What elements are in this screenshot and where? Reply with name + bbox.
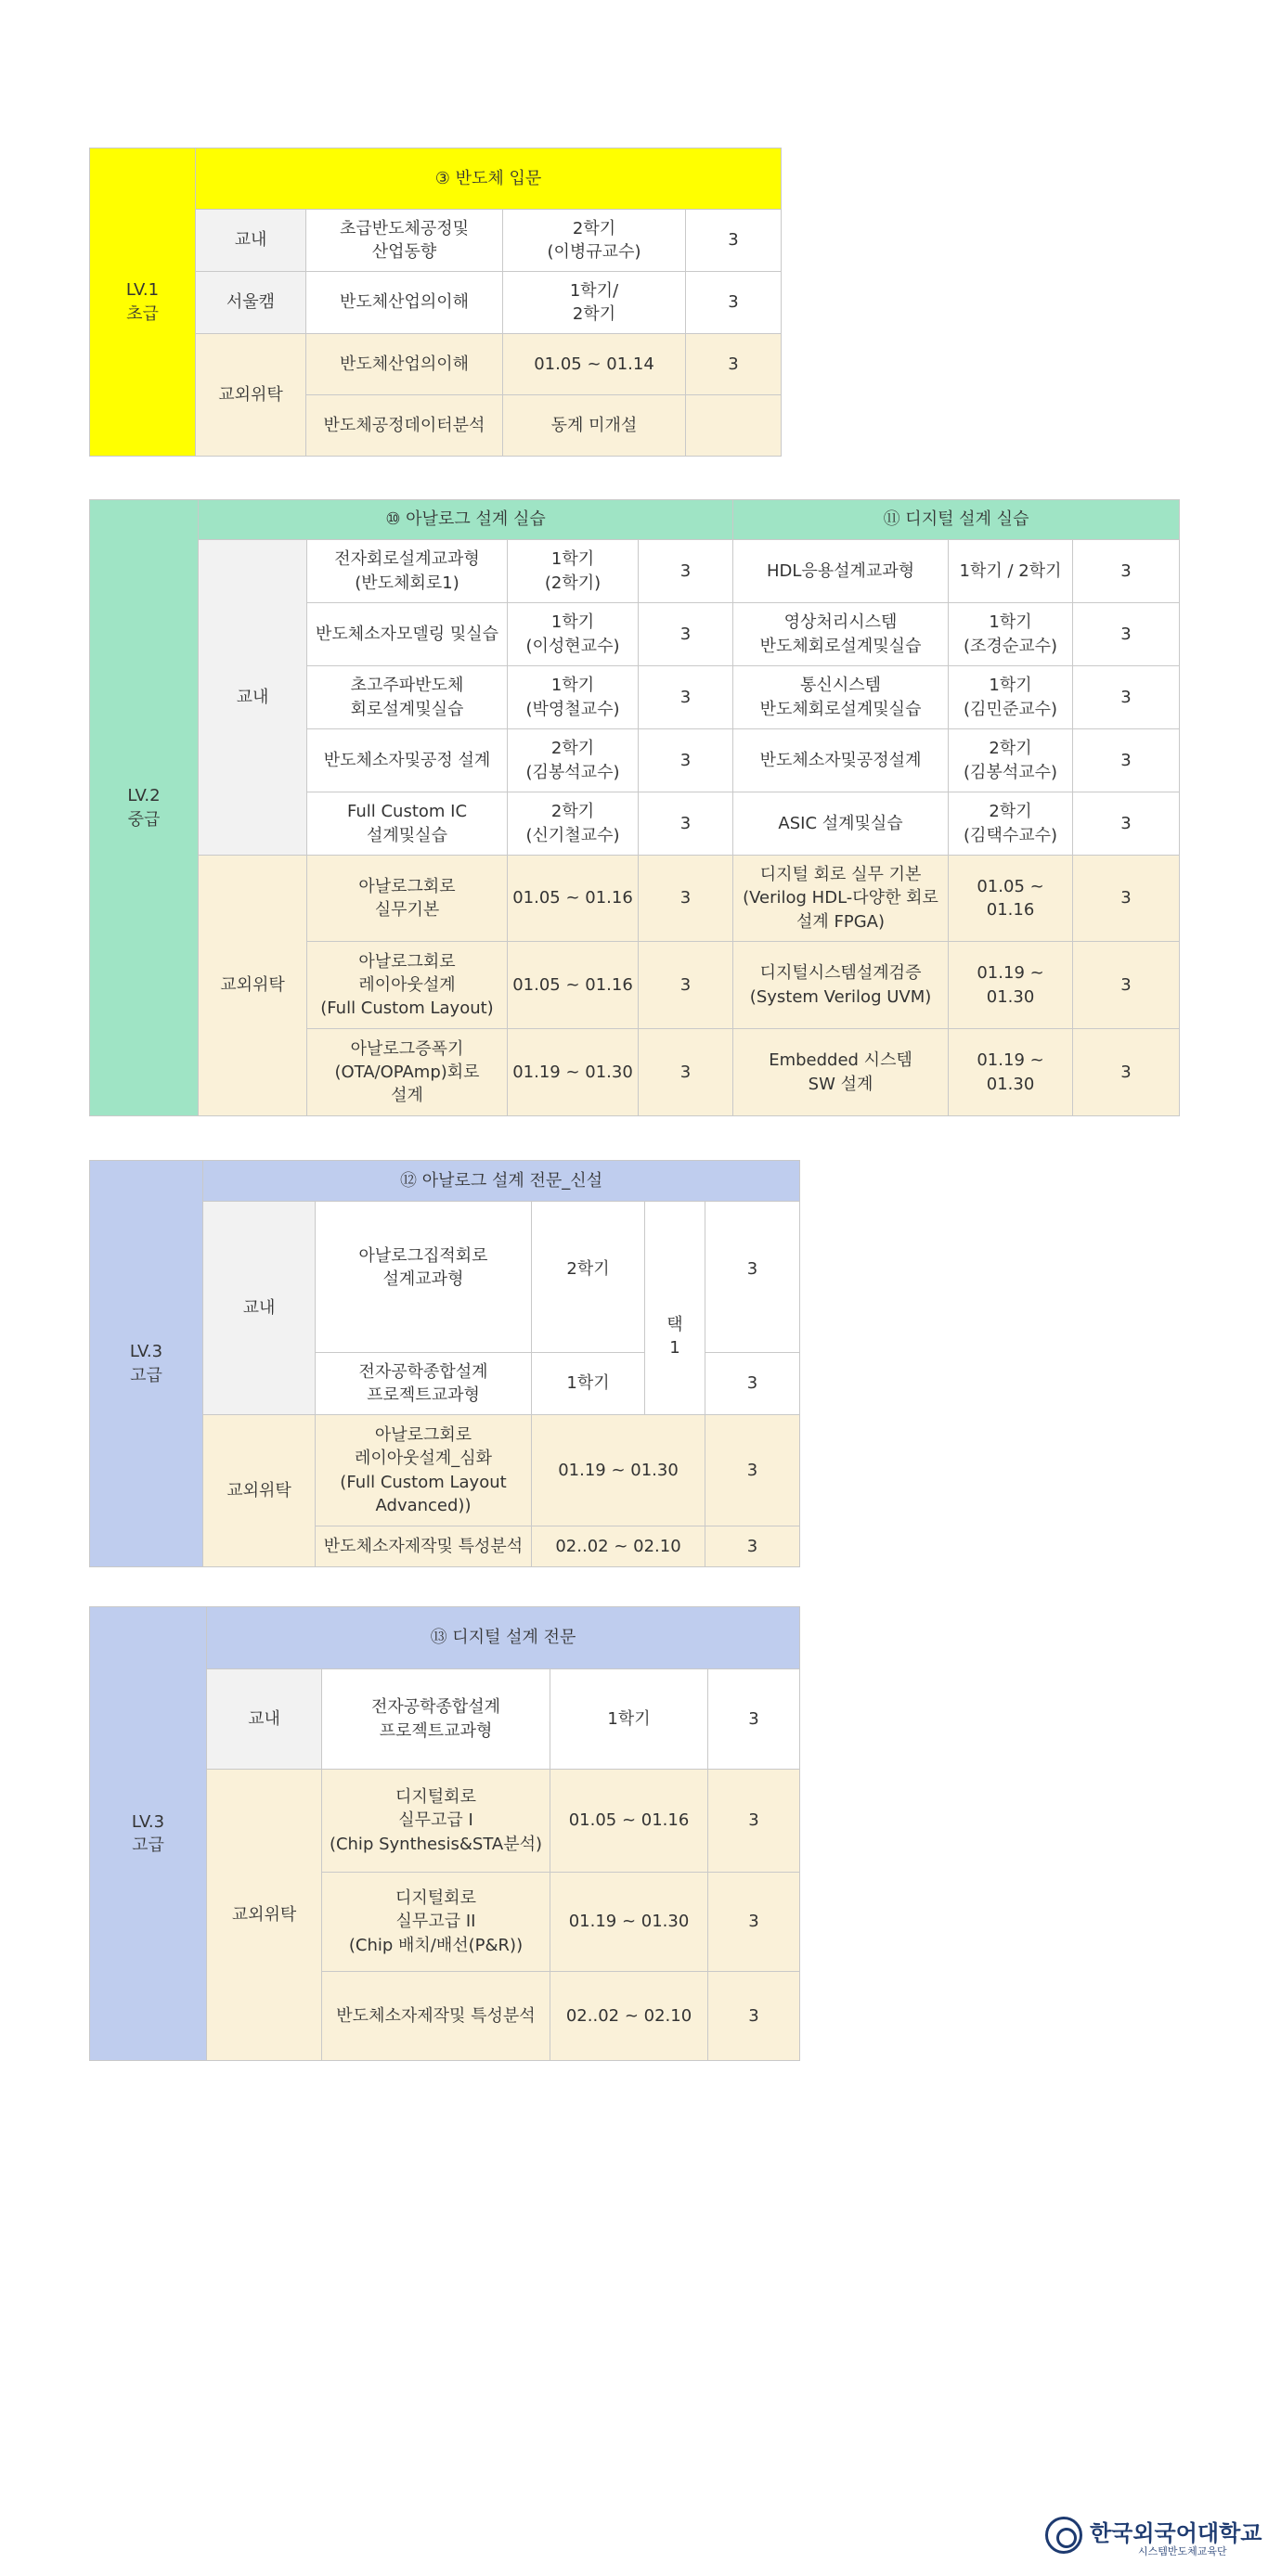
- digital-credit-cell: 3: [1073, 603, 1180, 666]
- course-cell: 반도체산업의이해: [306, 272, 503, 334]
- term-cell: 01.19 ~ 01.30: [532, 1415, 705, 1526]
- section-header: ⑬ 디지털 설계 전문: [207, 1607, 800, 1669]
- category-cell: 교외위탁: [199, 856, 307, 1116]
- term-cell: 01.19 ~ 01.30: [550, 1873, 708, 1972]
- credit-cell: 3: [708, 1972, 800, 2061]
- digital-course-cell: HDL응용설계교과형: [733, 540, 949, 603]
- digital-credit-cell: 3: [1073, 666, 1180, 729]
- category-cell: 교내: [207, 1669, 322, 1770]
- digital-course-cell: 반도체소자및공정설계: [733, 729, 949, 792]
- analog-credit-cell: 3: [639, 1029, 733, 1116]
- level-label: LV.1 초급: [90, 148, 196, 457]
- course-cell: 전자공학종합설계 프로젝트교과형: [316, 1353, 532, 1415]
- category-cell: 교내: [199, 540, 307, 856]
- analog-course-cell: 반도체소자모델링 및실습: [307, 603, 508, 666]
- lv1-table: [89, 148, 782, 457]
- course-cell: 아날로그집적회로 설계교과형: [316, 1202, 532, 1353]
- analog-term-cell: 1학기 (박영철교수): [508, 666, 639, 729]
- course-cell: 디지털회로 실무고급 I (Chip Synthesis&STA분석): [322, 1770, 550, 1873]
- university-logo: [1045, 2515, 1262, 2559]
- digital-term-cell: 2학기 (김봉석교수): [949, 729, 1073, 792]
- digital-course-cell: 디지털시스템설계검증 (System Verilog UVM): [733, 942, 949, 1029]
- credit-cell: 3: [708, 1873, 800, 1972]
- analog-credit-cell: 3: [639, 729, 733, 792]
- course-cell: 반도체산업의이해: [306, 334, 503, 395]
- course-cell: 아날로그회로 레이아웃설계_심화 (Full Custom Layout Advanced)): [316, 1415, 532, 1526]
- digital-credit-cell: 3: [1073, 729, 1180, 792]
- category-cell: 교외위탁: [207, 1770, 322, 2061]
- course-cell: 반도체소자제작및 특성분석: [322, 1972, 550, 2061]
- credit-cell: 3: [686, 272, 782, 334]
- section-header-analog: ⑩ 아날로그 설계 실습: [199, 500, 733, 540]
- analog-course-cell: 초고주파반도체 회로설계및실습: [307, 666, 508, 729]
- university-name: 한국외국어대학교: [1090, 2521, 1262, 2546]
- analog-course-cell: 전자회로설계교과형 (반도체회로1): [307, 540, 508, 603]
- category-cell: 교내: [196, 210, 306, 272]
- analog-term-cell: 01.19 ~ 01.30: [508, 1029, 639, 1116]
- digital-credit-cell: 3: [1073, 540, 1180, 603]
- section-header-digital: ⑪ 디지털 설계 실습: [733, 500, 1180, 540]
- analog-credit-cell: 3: [639, 666, 733, 729]
- digital-credit-cell: 3: [1073, 856, 1180, 942]
- term-cell: 02..02 ~ 02.10: [550, 1972, 708, 2061]
- section-header: ⑫ 아날로그 설계 전문_신설: [203, 1161, 800, 1202]
- section-header: ③ 반도체 입문: [196, 148, 782, 210]
- choice-cell: 택 1: [645, 1202, 705, 1415]
- level-label: LV.3 고급: [90, 1161, 203, 1567]
- course-cell: 초급반도체공정및 산업동향: [306, 210, 503, 272]
- analog-course-cell: Full Custom IC 설계및실습: [307, 792, 508, 856]
- term-cell: 동계 미개설: [503, 395, 686, 457]
- university-emblem-icon: [1045, 2517, 1082, 2554]
- course-cell: 반도체소자제작및 특성분석: [316, 1526, 532, 1567]
- digital-term-cell: 1학기 (김민준교수): [949, 666, 1073, 729]
- lv3-analog-table: [89, 1160, 800, 1567]
- analog-term-cell: 2학기 (신기철교수): [508, 792, 639, 856]
- term-cell: 01.05 ~ 01.16: [550, 1770, 708, 1873]
- analog-course-cell: 아날로그회로 레이아웃설계 (Full Custom Layout): [307, 942, 508, 1029]
- digital-term-cell: 01.19 ~ 01.30: [949, 942, 1073, 1029]
- analog-term-cell: 01.05 ~ 01.16: [508, 856, 639, 942]
- digital-credit-cell: 3: [1073, 1029, 1180, 1116]
- category-cell: 교외위탁: [196, 334, 306, 457]
- digital-course-cell: 디지털 회로 실무 기본 (Verilog HDL-다양한 회로 설계 FPGA): [733, 856, 949, 942]
- credit-cell: 3: [686, 334, 782, 395]
- term-cell: 02..02 ~ 02.10: [532, 1526, 705, 1567]
- digital-credit-cell: 3: [1073, 942, 1180, 1029]
- digital-course-cell: 영상처리시스템 반도체회로설계및실습: [733, 603, 949, 666]
- lv2-table: [89, 499, 1180, 1116]
- university-subtitle: 시스템반도체교육단: [1138, 2545, 1227, 2557]
- analog-course-cell: 반도체소자및공정 설계: [307, 729, 508, 792]
- credit-cell: [686, 395, 782, 457]
- analog-course-cell: 아날로그증폭기 (OTA/OPAmp)회로 설계: [307, 1029, 508, 1116]
- category-cell: 교외위탁: [203, 1415, 316, 1567]
- analog-credit-cell: 3: [639, 540, 733, 603]
- analog-term-cell: 1학기 (이성현교수): [508, 603, 639, 666]
- digital-course-cell: Embedded 시스템 SW 설계: [733, 1029, 949, 1116]
- credit-cell: 3: [705, 1526, 800, 1567]
- digital-term-cell: 2학기 (김택수교수): [949, 792, 1073, 856]
- digital-credit-cell: 3: [1073, 792, 1180, 856]
- term-cell: 2학기: [532, 1202, 645, 1353]
- level-label: LV.3 고급: [90, 1607, 207, 2061]
- digital-term-cell: 1학기 (조경순교수): [949, 603, 1073, 666]
- credit-cell: 3: [686, 210, 782, 272]
- term-cell: 01.05 ~ 01.14: [503, 334, 686, 395]
- category-cell: 서울캠: [196, 272, 306, 334]
- course-cell: 전자공학종합설계 프로젝트교과형: [322, 1669, 550, 1770]
- lv3-digital-table: [89, 1606, 800, 2061]
- analog-term-cell: 01.05 ~ 01.16: [508, 942, 639, 1029]
- analog-credit-cell: 3: [639, 856, 733, 942]
- term-cell: 1학기: [532, 1353, 645, 1415]
- analog-term-cell: 1학기 (2학기): [508, 540, 639, 603]
- term-cell: 1학기/ 2학기: [503, 272, 686, 334]
- analog-term-cell: 2학기 (김봉석교수): [508, 729, 639, 792]
- digital-course-cell: ASIC 설계및실습: [733, 792, 949, 856]
- credit-cell: 3: [708, 1770, 800, 1873]
- credit-cell: 3: [705, 1202, 800, 1353]
- category-cell: 교내: [203, 1202, 316, 1415]
- analog-credit-cell: 3: [639, 603, 733, 666]
- term-cell: 1학기: [550, 1669, 708, 1770]
- analog-credit-cell: 3: [639, 792, 733, 856]
- course-cell: 반도체공정데이터분석: [306, 395, 503, 457]
- term-cell: 2학기 (이병규교수): [503, 210, 686, 272]
- analog-credit-cell: 3: [639, 942, 733, 1029]
- credit-cell: 3: [708, 1669, 800, 1770]
- credit-cell: 3: [705, 1353, 800, 1415]
- digital-term-cell: 1학기 / 2학기: [949, 540, 1073, 603]
- analog-course-cell: 아날로그회로 실무기본: [307, 856, 508, 942]
- digital-course-cell: 통신시스템 반도체회로설계및실습: [733, 666, 949, 729]
- course-cell: 디지털회로 실무고급 II (Chip 배치/배선(P&R)): [322, 1873, 550, 1972]
- credit-cell: 3: [705, 1415, 800, 1526]
- digital-term-cell: 01.19 ~ 01.30: [949, 1029, 1073, 1116]
- digital-term-cell: 01.05 ~ 01.16: [949, 856, 1073, 942]
- level-label: LV.2 중급: [90, 500, 199, 1116]
